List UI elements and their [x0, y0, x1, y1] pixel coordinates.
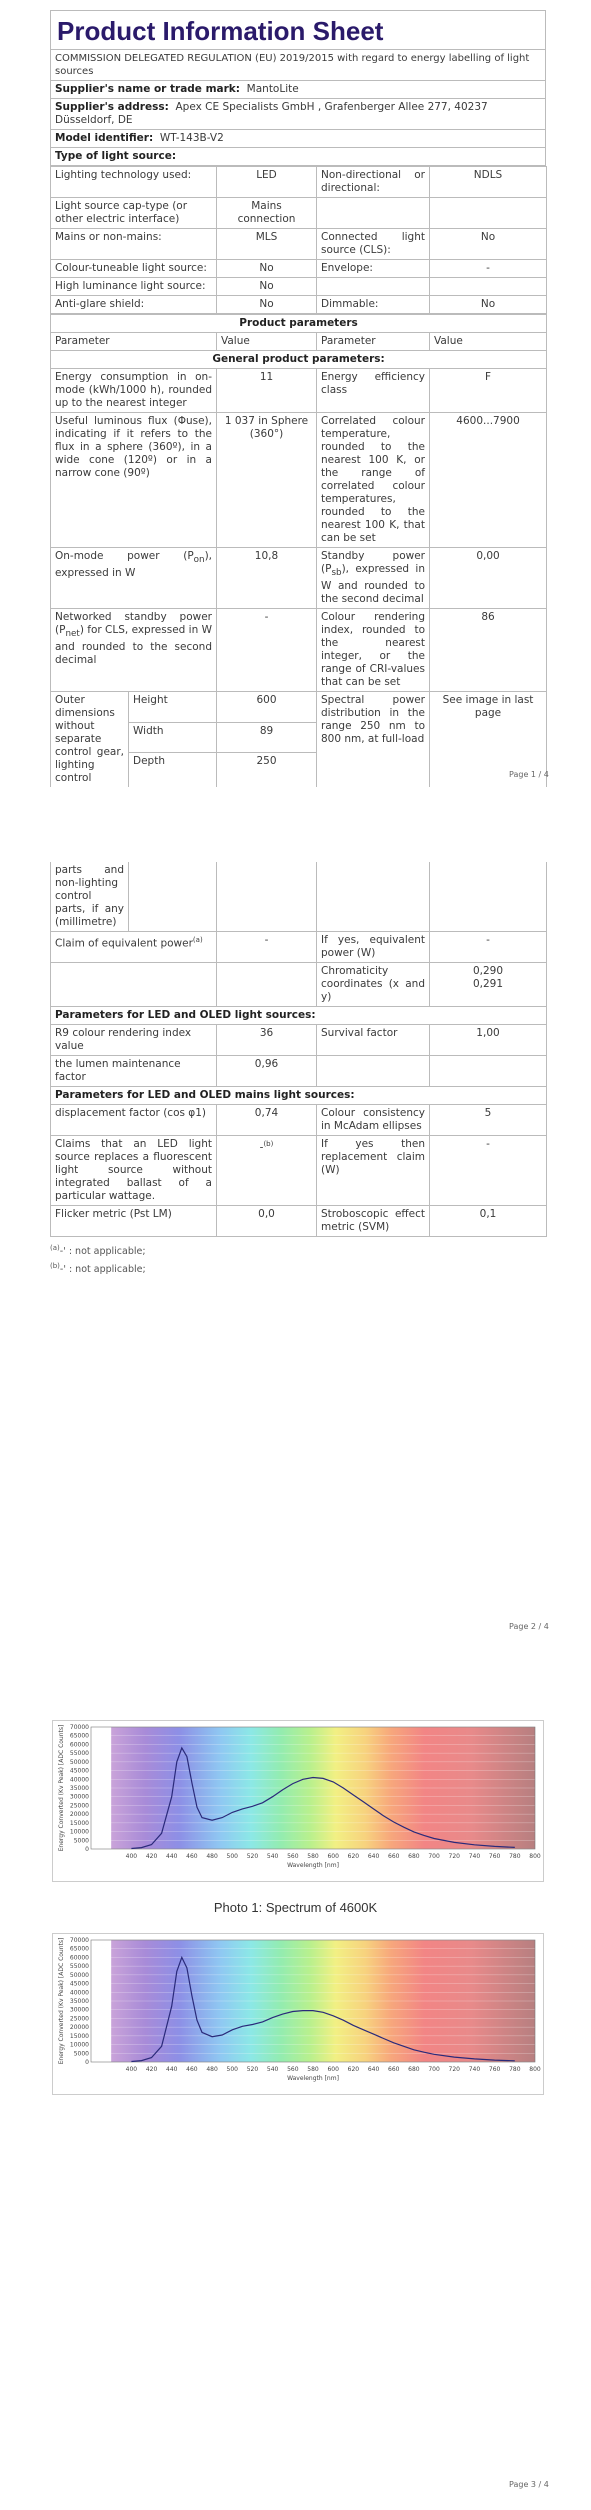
y-tick-label: 20000 — [69, 1811, 89, 1819]
type-value — [430, 198, 547, 229]
energy-consumption-label: Energy consumption in on-mode (kWh/1000 h), rounded up to the nearest integer — [51, 369, 217, 413]
width-label: Width — [129, 722, 217, 753]
stroboscopic-value: 0,1 — [430, 1206, 547, 1237]
displacement-value: 0,74 — [217, 1105, 317, 1136]
equiv-power-value: - — [217, 932, 317, 963]
equiv-power-label: Claim of equivalent power$^{(a)}$ — [51, 932, 217, 963]
stroboscopic-label: Stroboscopic effect metric (SVM) — [317, 1206, 430, 1237]
x-tick-label: 400 — [125, 1853, 138, 1860]
spectrum-svg-1 — [53, 1721, 543, 1881]
y-axis-label: Energy Converted (Kv Peak) [ADC Counts] — [58, 1937, 65, 2065]
type-label: Light source cap-type (or other electric interface) — [51, 198, 217, 229]
energy-consumption-value: 11 — [217, 369, 317, 413]
type-label: High luminance light source: — [51, 278, 217, 296]
flicker-value: 0,0 — [217, 1206, 317, 1237]
x-tick-label: 620 — [347, 1853, 360, 1860]
page-number: Page 2 / 4 — [509, 1622, 549, 1631]
cri-label: Colour rendering index, rounded to the nearest integer, or the range of CRI-values that can be set — [317, 609, 430, 692]
y-tick-label: 0 — [85, 1846, 89, 1853]
x-tick-label: 560 — [287, 1853, 299, 1860]
on-mode-power-label: On-mode power $(P_{on})$, expressed in W — [51, 548, 217, 609]
r9-value: 36 — [217, 1025, 317, 1056]
page-1 — [50, 10, 546, 787]
x-tick-label: 560 — [287, 2066, 299, 2073]
cri-value: 86 — [430, 609, 547, 692]
x-tick-label: 780 — [509, 2066, 521, 2073]
y-tick-label: 45000 — [69, 1980, 89, 1988]
x-tick-label: 440 — [166, 1853, 178, 1860]
footnote-b: $^{(b)}$-' : not applicable; — [50, 1262, 146, 1276]
depth-label: Depth — [129, 753, 217, 788]
y-tick-label: 0 — [85, 2059, 89, 2066]
y-tick-label: 60000 — [69, 1954, 89, 1962]
supplier-name-label: Supplier's name or trade mark: — [55, 83, 240, 95]
y-tick-label: 65000 — [69, 1732, 89, 1740]
depth-value: 250 — [217, 753, 317, 788]
standby-power-label: Standby power $(P_{sb})$, expressed in W and rounded to the second decimal — [317, 548, 430, 609]
type-label: Non-directional or directional: — [317, 167, 430, 198]
x-tick-label: 800 — [529, 1853, 541, 1860]
y-tick-label: 70000 — [69, 1724, 89, 1731]
supplier-address-label: Supplier's address: — [55, 101, 169, 113]
y-axis-label: Energy Converted (Kv Peak) [ADC Counts] — [58, 1724, 65, 1852]
x-tick-label: 580 — [307, 1853, 319, 1860]
equiv-power-yes-value: - — [430, 932, 547, 963]
luminous-flux-label: Useful luminous flux (Φuse), indicating if it refers to the flux in a sphere (360º), in a wide cone (120º) or in a narrow cone (90º) — [51, 413, 217, 548]
photo-caption: Photo 1: Spectrum of 4600K — [213, 1900, 378, 1915]
spectral-label: Spectral power distribution in the range 250 nm to 800 nm, at full-load — [317, 692, 430, 788]
x-tick-label: 460 — [186, 1853, 198, 1860]
type-value: No — [430, 229, 547, 260]
y-tick-label: 65000 — [69, 1945, 89, 1953]
y-tick-label: 60000 — [69, 1741, 89, 1749]
x-tick-label: 520 — [246, 2066, 259, 2073]
cct-label: Correlated colour temperature, rounded to the nearest 100 K, or the range of correlated colour temperatures, rounded to the nearest 100 K, that can be set — [317, 413, 430, 548]
height-value: 600 — [217, 692, 317, 723]
replacement-value: - — [430, 1136, 547, 1206]
x-tick-label: 620 — [347, 2066, 360, 2073]
replacement-label: If yes then replacement claim (W) — [317, 1136, 430, 1206]
type-value: No — [217, 278, 317, 296]
x-tick-label: 720 — [448, 1853, 460, 1860]
x-tick-label: 540 — [266, 2066, 279, 2073]
col-header-value: Value — [430, 333, 547, 351]
r9-label: R9 colour rendering index value — [51, 1025, 217, 1056]
type-label: Dimmable: — [317, 296, 430, 314]
colour-consistency-value: 5 — [430, 1105, 547, 1136]
standby-power-value: 0,00 — [430, 548, 547, 609]
x-axis-label: Wavelength [nm] — [287, 1862, 339, 1869]
spectrum-chart-1 — [52, 1720, 544, 1882]
spectrum-chart-2 — [52, 1933, 544, 2095]
y-tick-label: 40000 — [69, 1776, 89, 1784]
page-number: Page 1 / 4 — [509, 770, 549, 779]
x-tick-label: 440 — [166, 2066, 178, 2073]
type-value: - — [430, 260, 547, 278]
supplier-name: MantoLite — [246, 83, 299, 95]
colour-consistency-label: Colour consistency in McAdam ellipses — [317, 1105, 430, 1136]
y-tick-label: 25000 — [69, 2015, 89, 2023]
general-params-heading: General product parameters: — [51, 351, 547, 369]
product-params-heading: Product parameters — [51, 315, 547, 333]
networked-standby-label: Networked standby power $(P_{net})$ for CLS, expressed in W and rounded to the second decimal — [51, 609, 217, 692]
survival-value: 1,00 — [430, 1025, 547, 1056]
cct-value: 4600...7900 — [430, 413, 547, 548]
chromaticity-value: 0,290 0,291 — [430, 963, 547, 1007]
product-params-table — [50, 314, 547, 787]
model-identifier: WT-143B-V2 — [159, 132, 224, 144]
x-tick-label: 580 — [307, 2066, 319, 2073]
y-tick-label: 50000 — [69, 1758, 89, 1766]
regulation-text: COMMISSION DELEGATED REGULATION (EU) 2019/2015 with regard to energy labelling of light sources — [51, 50, 546, 81]
x-tick-label: 660 — [388, 2066, 400, 2073]
type-row — [51, 167, 547, 198]
type-value: No — [217, 296, 317, 314]
type-heading: Type of light source: — [51, 148, 546, 166]
supplier-name-row — [51, 81, 546, 99]
y-tick-label: 55000 — [69, 1963, 89, 1971]
x-tick-label: 500 — [226, 1853, 238, 1860]
model-label: Model identifier: — [55, 132, 154, 144]
outer-dimensions-label: Outer dimensions without separate control gear, lighting control — [51, 692, 129, 788]
flicker-label: Flicker metric (Pst LM) — [51, 1206, 217, 1237]
lumen-maint-label: the lumen maintenance factor — [51, 1056, 217, 1087]
col-header-value: Value — [217, 333, 317, 351]
luminous-flux-value: 1 037 in Sphere (360°) — [217, 413, 317, 548]
width-value: 89 — [217, 722, 317, 753]
y-tick-label: 35000 — [69, 1998, 89, 2005]
y-tick-label: 25000 — [69, 1802, 89, 1810]
x-tick-label: 480 — [206, 1853, 218, 1860]
survival-label: Survival factor — [317, 1025, 430, 1056]
y-tick-label: 15000 — [69, 1819, 89, 1827]
energy-class-label: Energy efficiency class — [317, 369, 430, 413]
supplier-address: Apex CE Specialists GmbH , Grafenberger Allee 277, 40237 Düsseldorf, DE — [55, 101, 488, 126]
type-row — [51, 198, 547, 229]
displacement-label: displacement factor (cos φ1) — [51, 1105, 217, 1136]
x-tick-label: 720 — [448, 2066, 460, 2073]
x-tick-label: 740 — [468, 1853, 481, 1860]
y-tick-label: 20000 — [69, 2024, 89, 2032]
type-value: NDLS — [430, 167, 547, 198]
y-tick-label: 50000 — [69, 1971, 89, 1979]
y-tick-label: 55000 — [69, 1750, 89, 1758]
type-label — [317, 198, 430, 229]
x-tick-label: 640 — [367, 1853, 380, 1860]
type-label: Envelope: — [317, 260, 430, 278]
y-tick-label: 10000 — [69, 1828, 89, 1836]
type-row — [51, 296, 547, 314]
y-tick-label: 30000 — [69, 1793, 89, 1801]
type-value: Mains connection — [217, 198, 317, 229]
type-label: Mains or non-mains: — [51, 229, 217, 260]
fluorescent-claim-value: -$^{(b)}$ — [217, 1136, 317, 1206]
y-tick-label: 45000 — [69, 1767, 89, 1775]
outer-dimensions-label-cont: parts and non-lighting control parts, if any (millimetre) — [51, 862, 129, 932]
x-tick-label: 740 — [468, 2066, 481, 2073]
height-label: Height — [129, 692, 217, 723]
page-title: Product Information Sheet — [51, 11, 546, 50]
col-header-parameter: Parameter — [51, 333, 217, 351]
energy-class-value: F — [430, 369, 547, 413]
x-tick-label: 500 — [226, 2066, 238, 2073]
x-tick-label: 680 — [408, 1853, 420, 1860]
y-tick-label: 70000 — [69, 1937, 89, 1944]
networked-standby-value: - — [217, 609, 317, 692]
type-label: Colour-tuneable light source: — [51, 260, 217, 278]
led-params-heading: Parameters for LED and OLED light sources: — [51, 1007, 547, 1025]
x-tick-label: 420 — [145, 1853, 158, 1860]
type-label — [317, 278, 430, 296]
x-tick-label: 520 — [246, 1853, 259, 1860]
x-tick-label: 780 — [509, 1853, 521, 1860]
y-tick-label: 35000 — [69, 1785, 89, 1792]
x-tick-label: 600 — [327, 1853, 339, 1860]
type-value — [430, 278, 547, 296]
x-tick-label: 600 — [327, 2066, 339, 2073]
type-value: LED — [217, 167, 317, 198]
type-row — [51, 260, 547, 278]
product-params-table-cont — [50, 862, 547, 1237]
x-axis-label: Wavelength [nm] — [287, 2075, 339, 2082]
spectral-value: See image in last page — [430, 692, 547, 788]
model-row — [51, 130, 546, 148]
type-value: No — [430, 296, 547, 314]
x-tick-label: 700 — [428, 2066, 440, 2073]
lumen-maint-value: 0,96 — [217, 1056, 317, 1087]
x-tick-label: 400 — [125, 2066, 138, 2073]
y-tick-label: 15000 — [69, 2032, 89, 2040]
y-tick-label: 5000 — [73, 2050, 89, 2058]
x-tick-label: 540 — [266, 1853, 279, 1860]
type-label: Connected light source (CLS): — [317, 229, 430, 260]
x-tick-label: 460 — [186, 2066, 198, 2073]
type-label: Anti-glare shield: — [51, 296, 217, 314]
x-tick-label: 760 — [488, 2066, 501, 2073]
col-header-parameter: Parameter — [317, 333, 430, 351]
y-tick-label: 5000 — [73, 1837, 89, 1845]
page-number: Page 3 / 4 — [509, 2480, 549, 2489]
on-mode-power-value: 10,8 — [217, 548, 317, 609]
x-tick-label: 420 — [145, 2066, 158, 2073]
y-tick-label: 10000 — [69, 2041, 89, 2049]
supplier-address-row — [51, 99, 546, 130]
y-tick-label: 30000 — [69, 2006, 89, 2014]
x-tick-label: 480 — [206, 2066, 218, 2073]
led-mains-heading: Parameters for LED and OLED mains light sources: — [51, 1087, 547, 1105]
type-value: MLS — [217, 229, 317, 260]
type-label: Lighting technology used: — [51, 167, 217, 198]
header-table — [50, 10, 546, 166]
x-tick-label: 680 — [408, 2066, 420, 2073]
equiv-power-yes-label: If yes, equivalent power (W) — [317, 932, 430, 963]
type-value: No — [217, 260, 317, 278]
x-tick-label: 760 — [488, 1853, 501, 1860]
type-table — [50, 166, 547, 314]
type-row — [51, 229, 547, 260]
x-tick-label: 660 — [388, 1853, 400, 1860]
type-row — [51, 278, 547, 296]
chromaticity-label: Chromaticity coordinates (x and y) — [317, 963, 430, 1007]
x-tick-label: 640 — [367, 2066, 380, 2073]
x-tick-label: 800 — [529, 2066, 541, 2073]
fluorescent-claim-label: Claims that an LED light source replaces a fluorescent light source without integrated ballast of a particular wattage. — [51, 1136, 217, 1206]
footnote-a: $^{(a)}$-' : not applicable; — [50, 1244, 146, 1258]
spectrum-svg-2 — [53, 1934, 543, 2094]
page-2 — [50, 862, 546, 1277]
x-tick-label: 700 — [428, 1853, 440, 1860]
y-tick-label: 40000 — [69, 1989, 89, 1997]
